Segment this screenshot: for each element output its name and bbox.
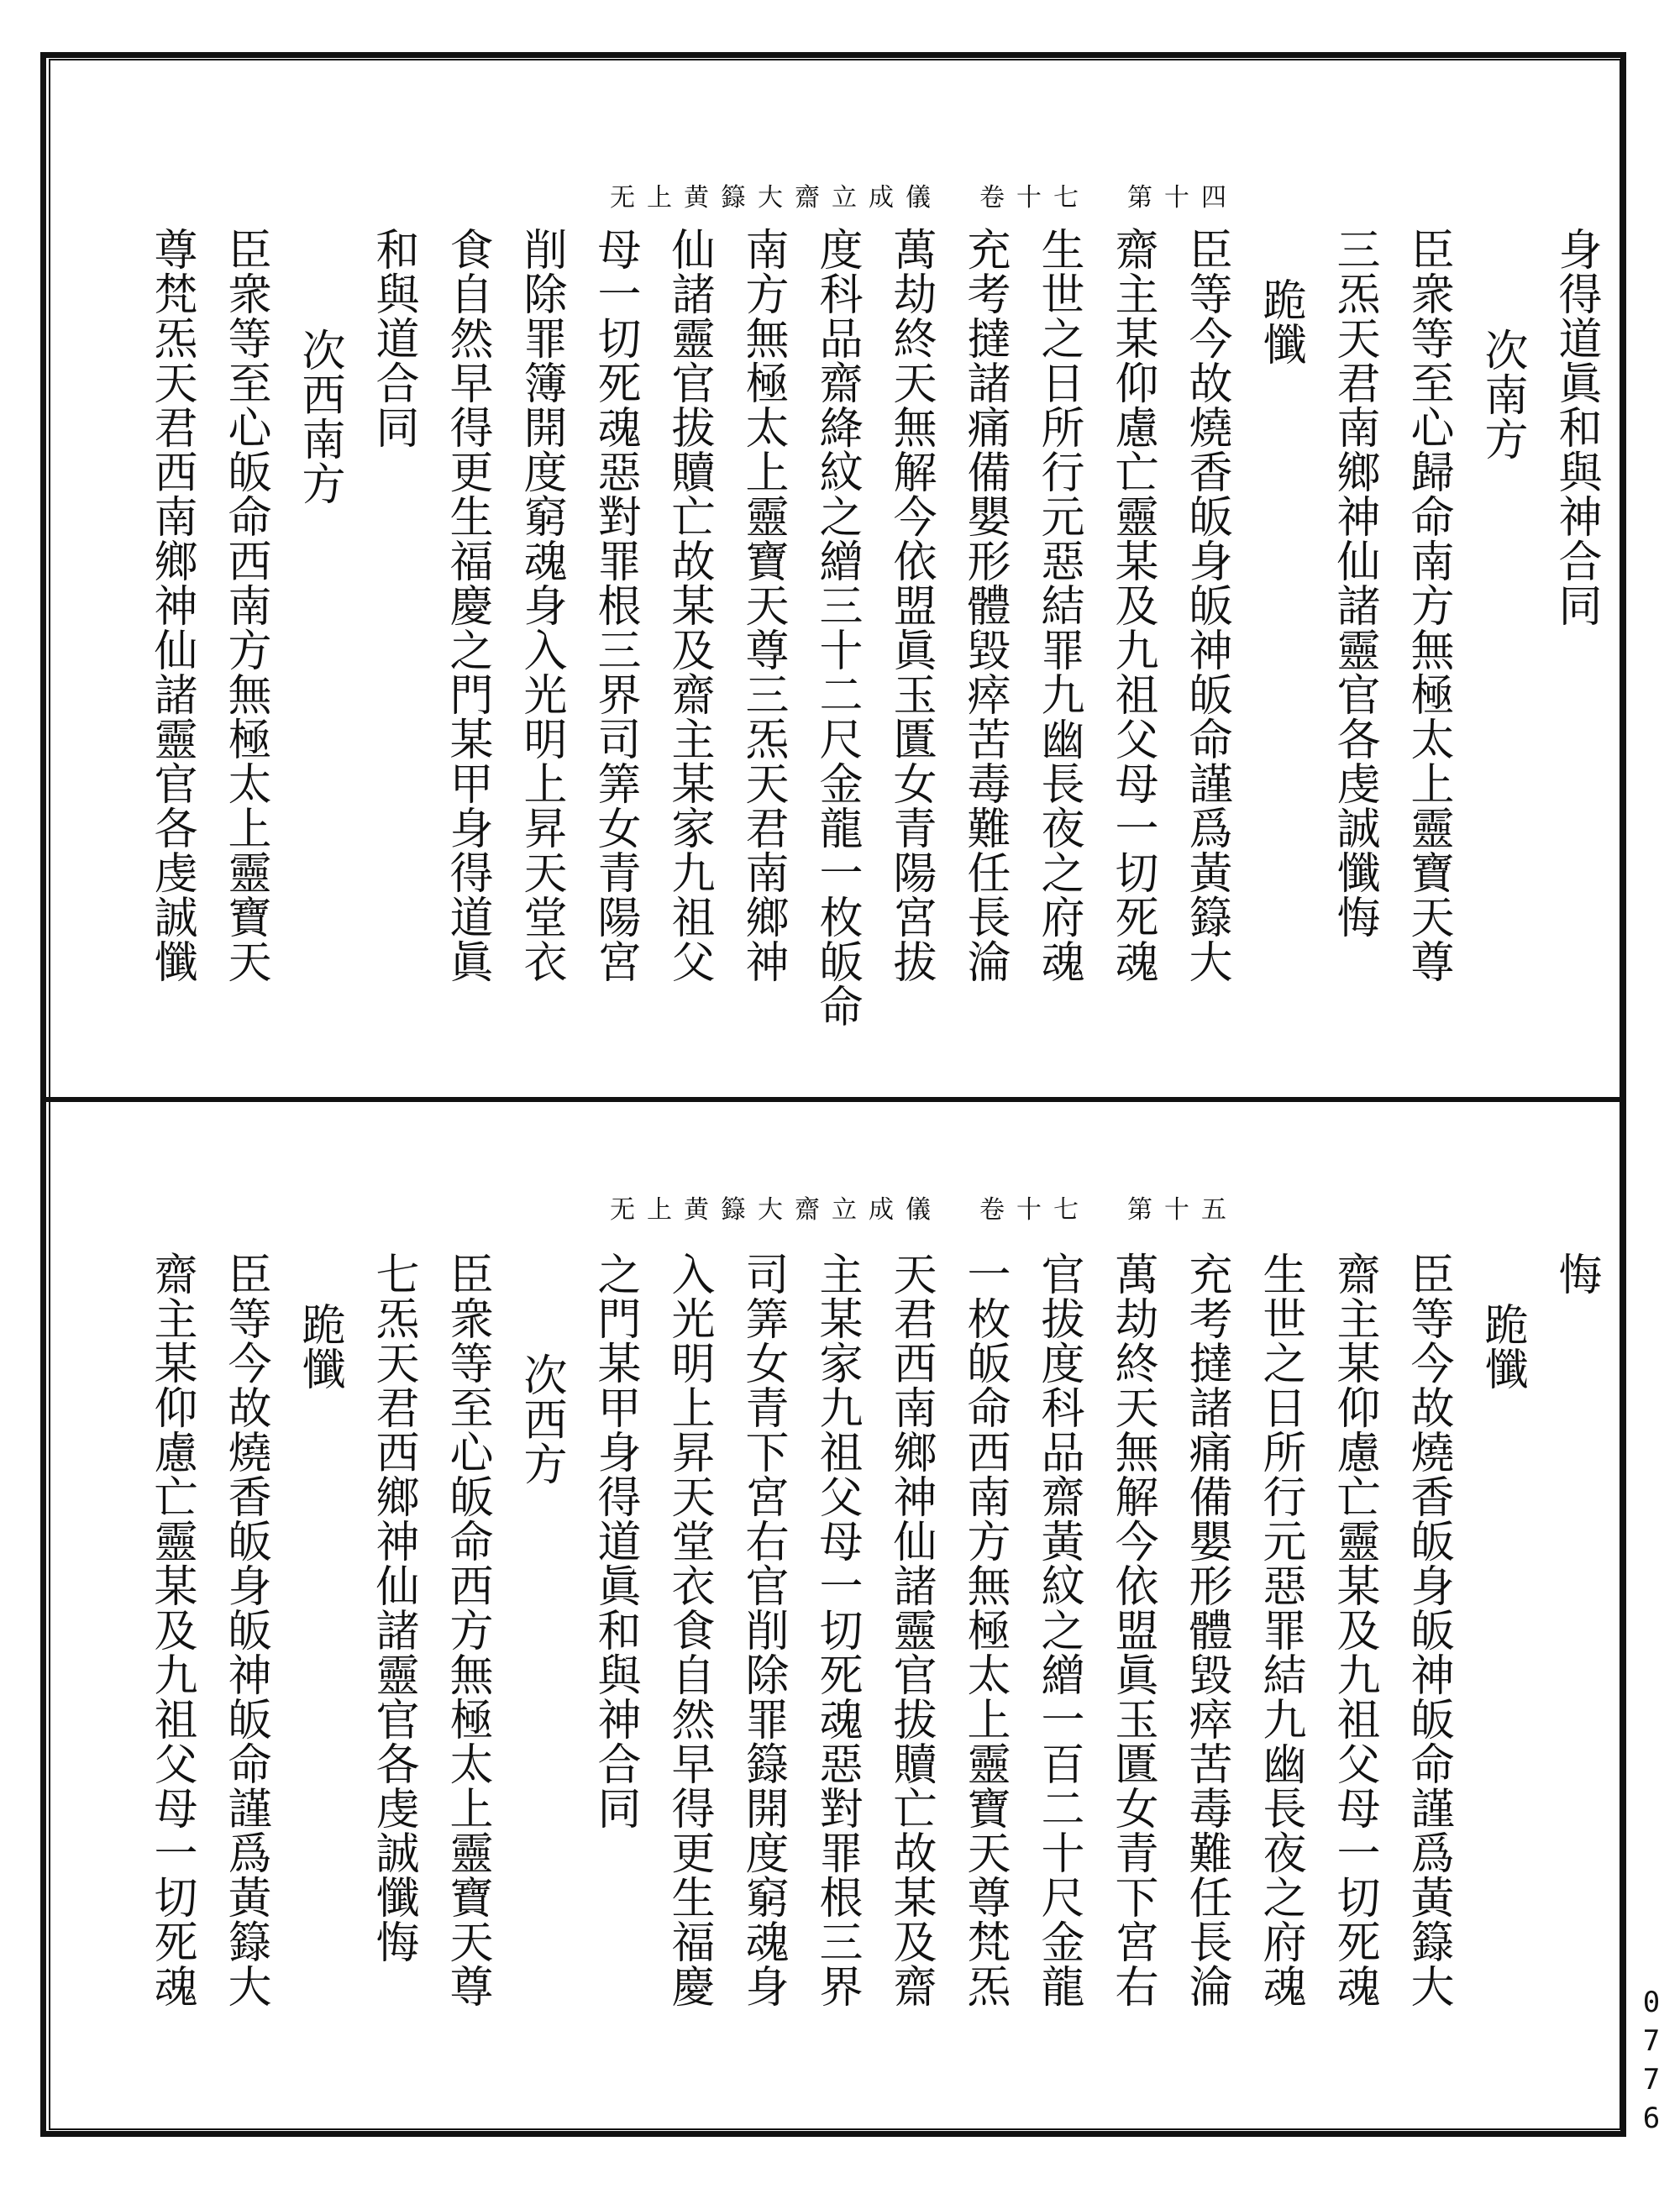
text-column: 南方無極太上靈寶天尊三炁天君南鄉神 <box>738 227 788 984</box>
text-column: 之門某甲身得道眞和與神合同 <box>590 1252 640 1830</box>
text-column: 生世之日所行元惡罪結九幽長夜之府魂 <box>1255 1252 1305 2008</box>
text-column: 仙諸靈官拔贖亡故某及齋主某家九祖父 <box>664 227 714 984</box>
text-column: 臣等今故燒香皈身皈神皈命謹爲黃籙大 <box>1403 1252 1453 2008</box>
page-divider <box>44 1097 1623 1102</box>
text-column: 跪懺 <box>294 1302 344 1391</box>
text-column: 充考撻諸痛備嬰形體毀瘁苦毒難任長淪 <box>959 227 1010 984</box>
text-column: 齋主某仰慮亡靈某及九祖父母一切死魂 <box>146 1252 197 2008</box>
text-column: 跪懺 <box>1255 277 1305 366</box>
text-column: 悔 <box>1551 1252 1601 1296</box>
text-column: 削除罪簿開度窮魂身入光明上昇天堂衣 <box>516 227 566 984</box>
text-column: 身得道眞和與神合同 <box>1551 227 1601 627</box>
lower-page <box>59 1109 1613 2125</box>
text-column: 天君西南鄉神仙諸靈官拔贖亡故某及齋 <box>885 1252 936 2008</box>
page-number: 0776 <box>1635 1986 1668 2140</box>
text-column: 齋主某仰慮亡靈某及九祖父母一切死魂 <box>1329 1252 1379 2008</box>
text-column: 尊梵炁天君西南鄉神仙諸靈官各虔誠懺 <box>146 227 197 984</box>
text-column: 主某家九祖父母一切死魂惡對罪根三界 <box>811 1252 862 2008</box>
lower-page-header: 无上黄籙大齋立成儀 卷十七 第十五 <box>610 1195 1238 1225</box>
text-column: 三炁天君南鄉神仙諸靈官各虔誠懺悔 <box>1329 227 1379 939</box>
text-column: 臣衆等至心皈命西方無極太上靈寶天尊 <box>442 1252 492 2008</box>
text-column: 齋主某仰慮亡靈某及九祖父母一切死魂 <box>1107 227 1158 984</box>
text-column: 萬劫終天無解今依盟眞玉匱女青下宮右 <box>1107 1252 1158 2008</box>
upper-page-header: 无上黄籙大齋立成儀 卷十七 第十四 <box>610 183 1238 213</box>
text-column: 臣等今故燒香皈身皈神皈命謹爲黃籙大 <box>220 1252 270 2008</box>
text-column: 和與道合同 <box>368 227 418 449</box>
text-column: 臣等今故燒香皈身皈神皈命謹爲黃籙大 <box>1181 227 1231 984</box>
text-column: 母一切死魂惡對罪根三界司筭女青陽宮 <box>590 227 640 984</box>
lower-page-text <box>59 1252 1613 2091</box>
upper-page-text <box>59 227 1613 1067</box>
text-column: 七炁天君西鄉神仙諸靈官各虔誠懺悔 <box>368 1252 418 1964</box>
text-column: 次西南方 <box>294 328 344 506</box>
text-column: 臣衆等至心皈命西南方無極太上靈寶天 <box>220 227 270 984</box>
text-column: 食自然早得更生福慶之門某甲身得道眞 <box>442 227 492 984</box>
text-column: 官拔度科品齋黃紋之繒一百二十尺金龍 <box>1033 1252 1084 2008</box>
text-column: 度科品齋絳紋之繒三十二尺金龍一枚皈命 <box>811 227 862 1028</box>
text-column: 次南方 <box>1477 328 1527 461</box>
text-column: 次西方 <box>516 1352 566 1486</box>
text-column: 生世之日所行元惡結罪九幽長夜之府魂 <box>1033 227 1084 984</box>
text-column: 充考撻諸痛備嬰形體毀瘁苦毒難任長淪 <box>1181 1252 1231 2008</box>
text-column: 司筭女青下宮右官削除罪籙開度窮魂身 <box>738 1252 788 2008</box>
text-column: 一枚皈命西南方無極太上靈寶天尊梵炁 <box>959 1252 1010 2008</box>
upper-page <box>59 67 1613 1092</box>
text-column: 跪懺 <box>1477 1302 1527 1391</box>
text-column: 萬劫終天無解今依盟眞玉匱女青陽宮拔 <box>885 227 936 984</box>
text-column: 入光明上昇天堂衣食自然早得更生福慶 <box>664 1252 714 2008</box>
text-column: 臣衆等至心歸命南方無極太上靈寶天尊 <box>1403 227 1453 984</box>
